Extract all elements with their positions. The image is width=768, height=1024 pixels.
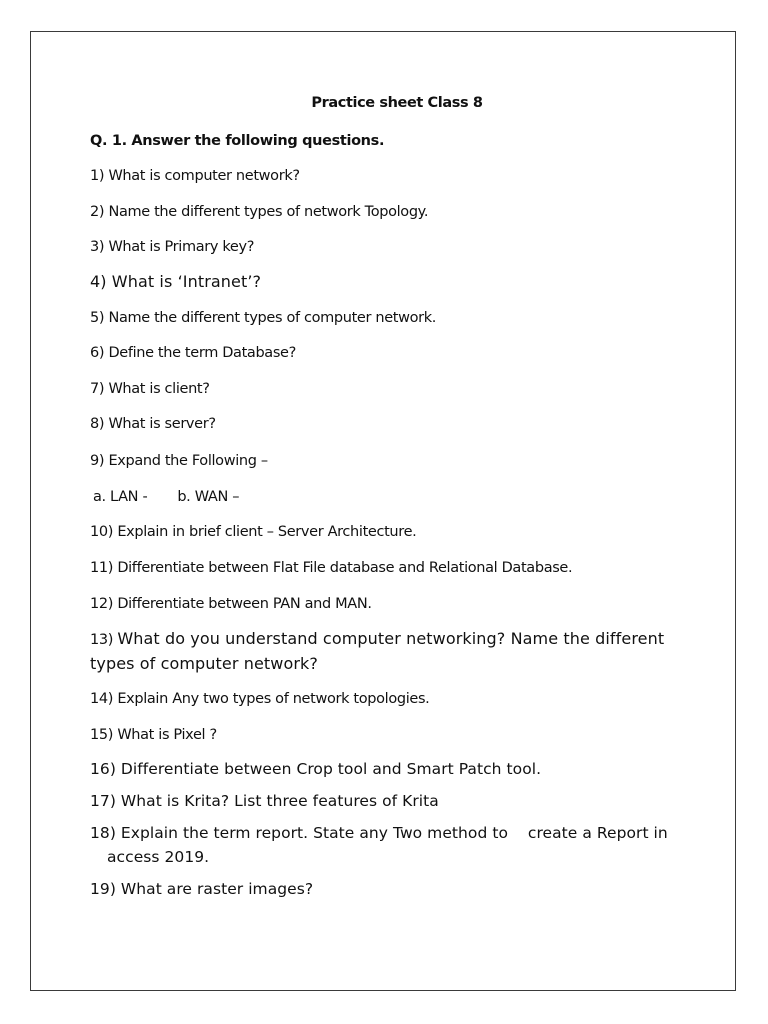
question-13	[90, 627, 710, 677]
question-7: 7) What is client?	[90, 381, 210, 397]
question-9-option-b: b. WAN –	[177, 489, 240, 505]
question-14: 14) Explain Any two types of network topologies.	[90, 691, 430, 707]
question-15: 15) What is Pixel ?	[90, 727, 217, 743]
question-19: 19) What are raster images?	[90, 880, 314, 898]
section-heading: Q. 1. Answer the following questions.	[90, 133, 385, 149]
question-11: 11) Differentiate between Flat File database and Relational Database.	[90, 560, 573, 576]
question-2: 2) Name the different types of network Topology.	[90, 204, 429, 220]
question-3: 3) What is Primary key?	[90, 239, 255, 255]
question-8: 8) What is server?	[90, 416, 216, 432]
question-13-text: What do you understand computer networking? Name the different types of computer network?	[90, 629, 665, 673]
question-5: 5) Name the different types of computer network.	[90, 310, 437, 326]
question-13-number: 13)	[90, 632, 114, 648]
question-1: 1) What is computer network?	[90, 168, 300, 184]
question-18-line-2: access 2019.	[107, 848, 210, 866]
question-17: 17) What is Krita? List three features of Krita	[90, 792, 439, 810]
question-6: 6) Define the term Database?	[90, 345, 296, 361]
question-18-line-1: 18) Explain the term report. State any Two method to create a Report in	[90, 824, 668, 842]
question-9-option-a: a. LAN -	[93, 489, 148, 505]
page-title: Practice sheet Class 8	[311, 95, 483, 111]
question-12: 12) Differentiate between PAN and MAN.	[90, 596, 372, 612]
question-9: 9) Expand the Following –	[90, 453, 268, 469]
question-4: 4) What is ‘Intranet’?	[90, 272, 262, 291]
question-9-options	[93, 487, 239, 507]
question-10: 10) Explain in brief client – Server Architecture.	[90, 524, 417, 540]
question-16: 16) Differentiate between Crop tool and Smart Patch tool.	[90, 760, 542, 778]
